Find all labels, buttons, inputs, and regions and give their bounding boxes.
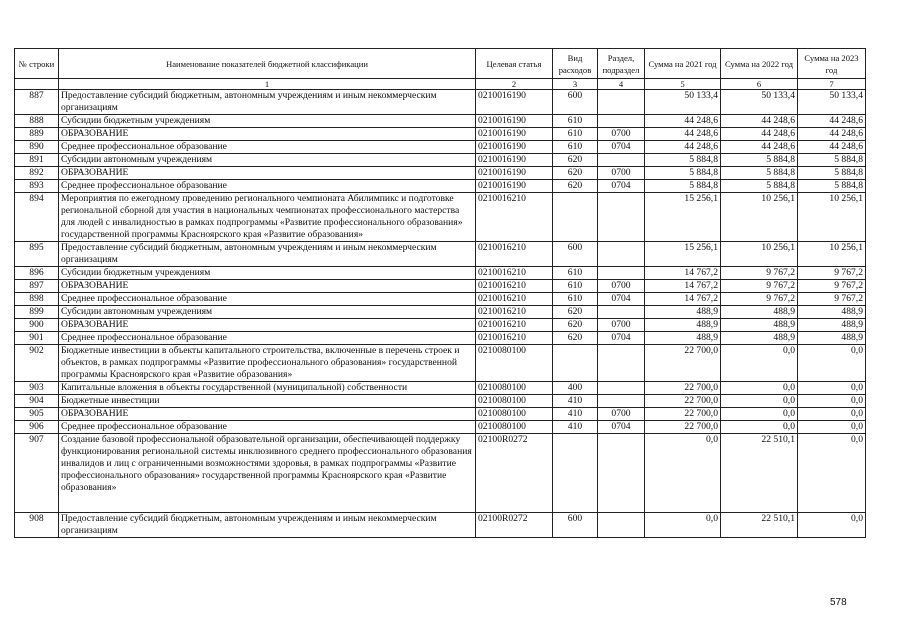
target-article: 0210080100 [476, 421, 553, 434]
amount-2021: 22 700,0 [645, 421, 721, 434]
amount-2022: 9 767,2 [721, 267, 798, 280]
row-number: 893 [15, 180, 59, 193]
amount-2023: 5 884,8 [798, 154, 866, 167]
amount-2021: 50 133,4 [645, 90, 721, 115]
target-article: 0210016190 [476, 115, 553, 128]
amount-2023: 0,0 [798, 434, 866, 513]
amount-2022: 22 510,1 [721, 434, 798, 513]
section-subsection [598, 382, 645, 395]
target-article: 0210016210 [476, 193, 553, 242]
section-subsection [598, 115, 645, 128]
section-subsection: 0700 [598, 319, 645, 332]
section-subsection: 0700 [598, 408, 645, 421]
indicator-name: ОБРАЗОВАНИЕ [59, 167, 476, 180]
row-number: 902 [15, 345, 59, 382]
amount-2023: 50 133,4 [798, 90, 866, 115]
table-row [15, 90, 866, 115]
amount-2021: 44 248,6 [645, 141, 721, 154]
column-number: 1 [59, 79, 476, 90]
amount-2021: 14 767,2 [645, 280, 721, 293]
row-number: 888 [15, 115, 59, 128]
amount-2021: 22 700,0 [645, 408, 721, 421]
header-code: Целевая статья [476, 49, 553, 79]
target-article: 0210080100 [476, 382, 553, 395]
row-number: 887 [15, 90, 59, 115]
expense-type: 610 [553, 141, 598, 154]
section-subsection: 0700 [598, 167, 645, 180]
amount-2022: 0,0 [721, 408, 798, 421]
indicator-name: Среднее профессиональное образование [59, 141, 476, 154]
column-number: 2 [476, 79, 553, 90]
section-subsection [598, 154, 645, 167]
indicator-name: Капитальные вложения в объекты государственной (муниципальной) собственности [59, 382, 476, 395]
page-number: 578 [830, 597, 847, 608]
row-number: 899 [15, 306, 59, 319]
amount-2022: 0,0 [721, 382, 798, 395]
amount-2021: 5 884,8 [645, 167, 721, 180]
amount-2022: 44 248,6 [721, 128, 798, 141]
table-row [15, 345, 866, 382]
indicator-name: Создание базовой профессиональной образовательной организации, обеспечивающей поддержку функционирования региональной системы инклюзивного среднего профессионального образования инвалидов и лиц с ограниченными возможностями здоровья, в рамках подпрограммы «Развитие профессионального образования» государственной программы Красноярского края «Развитие образования» [59, 434, 476, 513]
row-number: 906 [15, 421, 59, 434]
expense-type [553, 193, 598, 242]
amount-2021: 44 248,6 [645, 115, 721, 128]
row-number: 890 [15, 141, 59, 154]
indicator-name: Субсидии автономным учреждениям [59, 306, 476, 319]
row-number: 904 [15, 395, 59, 408]
expense-type: 610 [553, 115, 598, 128]
amount-2023: 10 256,1 [798, 193, 866, 242]
header-sec: Раздел, подраздел [598, 49, 645, 79]
amount-2023: 9 767,2 [798, 293, 866, 306]
row-number: 900 [15, 319, 59, 332]
table-row [15, 115, 866, 128]
amount-2022: 0,0 [721, 345, 798, 382]
amount-2023: 10 256,1 [798, 242, 866, 267]
target-article: 0210016190 [476, 180, 553, 193]
expense-type: 620 [553, 332, 598, 345]
table-row [15, 267, 866, 280]
table-row [15, 382, 866, 395]
amount-2023: 44 248,6 [798, 141, 866, 154]
target-article: 0210016210 [476, 267, 553, 280]
expense-type: 610 [553, 293, 598, 306]
row-number: 894 [15, 193, 59, 242]
amount-2022: 5 884,8 [721, 167, 798, 180]
target-article: 0210080100 [476, 395, 553, 408]
table-row [15, 306, 866, 319]
indicator-name: ОБРАЗОВАНИЕ [59, 408, 476, 421]
budget-table [14, 48, 866, 538]
expense-type: 410 [553, 421, 598, 434]
table-row [15, 434, 866, 513]
row-number: 907 [15, 434, 59, 513]
section-subsection: 0704 [598, 421, 645, 434]
section-subsection: 0704 [598, 293, 645, 306]
expense-type: 400 [553, 382, 598, 395]
target-article: 0210016190 [476, 141, 553, 154]
target-article: 0210016210 [476, 306, 553, 319]
target-article: 0210080100 [476, 408, 553, 421]
indicator-name: ОБРАЗОВАНИЕ [59, 128, 476, 141]
row-number: 905 [15, 408, 59, 421]
section-subsection [598, 90, 645, 115]
target-article: 0210080100 [476, 345, 553, 382]
target-article: 0210016210 [476, 280, 553, 293]
table-row [15, 141, 866, 154]
amount-2022: 44 248,6 [721, 115, 798, 128]
section-subsection: 0700 [598, 128, 645, 141]
indicator-name: Субсидии бюджетным учреждениям [59, 115, 476, 128]
table-row [15, 421, 866, 434]
section-subsection [598, 242, 645, 267]
table-row [15, 319, 866, 332]
header-row [15, 49, 866, 79]
amount-2023: 488,9 [798, 332, 866, 345]
target-article: 0210016210 [476, 319, 553, 332]
indicator-name: ОБРАЗОВАНИЕ [59, 280, 476, 293]
amount-2021: 22 700,0 [645, 345, 721, 382]
expense-type: 620 [553, 306, 598, 319]
amount-2023: 44 248,6 [798, 115, 866, 128]
section-subsection [598, 434, 645, 513]
expense-type: 610 [553, 280, 598, 293]
indicator-name: Субсидии автономным учреждениям [59, 154, 476, 167]
header-num: № строки [15, 49, 59, 79]
amount-2022: 44 248,6 [721, 141, 798, 154]
section-subsection: 0704 [598, 141, 645, 154]
amount-2023: 9 767,2 [798, 280, 866, 293]
header-vr: Вид расходов [553, 49, 598, 79]
section-subsection [598, 395, 645, 408]
amount-2023: 0,0 [798, 513, 866, 538]
expense-type: 610 [553, 128, 598, 141]
header-2022: Сумма на 2022 год [721, 49, 798, 79]
target-article: 0210016190 [476, 90, 553, 115]
header-name: Наименование показателей бюджетной классификации [59, 49, 476, 79]
amount-2022: 0,0 [721, 421, 798, 434]
target-article: 02100R0272 [476, 434, 553, 513]
section-subsection: 0704 [598, 332, 645, 345]
amount-2023: 488,9 [798, 306, 866, 319]
row-number: 889 [15, 128, 59, 141]
column-number-row [15, 79, 866, 90]
table-body [15, 90, 866, 538]
indicator-name: Предоставление субсидий бюджетным, автономным учреждениям и иным некоммерческим организациям [59, 513, 476, 538]
expense-type: 620 [553, 154, 598, 167]
target-article: 0210016210 [476, 293, 553, 306]
section-subsection: 0700 [598, 280, 645, 293]
table-row [15, 154, 866, 167]
amount-2022: 488,9 [721, 319, 798, 332]
indicator-name: Мероприятия по ежегодному проведению регионального чемпионата Абилимпикс и подготовке региональной сборной для участия в национальных чемпионатах профессионального мастерства для людей с инвалидностью в рамках подпрограммы «Развитие профессионального образования» государственной программы Красноярского края «Развитие образования» [59, 193, 476, 242]
expense-type: 600 [553, 242, 598, 267]
row-number: 895 [15, 242, 59, 267]
amount-2022: 9 767,2 [721, 280, 798, 293]
amount-2022: 488,9 [721, 306, 798, 319]
table-row [15, 193, 866, 242]
expense-type [553, 345, 598, 382]
indicator-name: ОБРАЗОВАНИЕ [59, 319, 476, 332]
indicator-name: Предоставление субсидий бюджетным, автономным учреждениям и иным некоммерческим организациям [59, 90, 476, 115]
row-number: 897 [15, 280, 59, 293]
expense-type: 620 [553, 180, 598, 193]
header-2023: Сумма на 2023 год [798, 49, 866, 79]
expense-type: 620 [553, 167, 598, 180]
amount-2022: 5 884,8 [721, 180, 798, 193]
table-row [15, 293, 866, 306]
column-number: 6 [721, 79, 798, 90]
amount-2023: 9 767,2 [798, 267, 866, 280]
section-subsection [598, 267, 645, 280]
amount-2021: 488,9 [645, 306, 721, 319]
target-article: 0210016210 [476, 242, 553, 267]
indicator-name: Среднее профессиональное образование [59, 421, 476, 434]
target-article: 0210016190 [476, 128, 553, 141]
expense-type: 600 [553, 90, 598, 115]
indicator-name: Среднее профессиональное образование [59, 293, 476, 306]
amount-2021: 22 700,0 [645, 395, 721, 408]
expense-type [553, 434, 598, 513]
amount-2021: 15 256,1 [645, 242, 721, 267]
amount-2021: 14 767,2 [645, 293, 721, 306]
target-article: 02100R0272 [476, 513, 553, 538]
target-article: 0210016190 [476, 167, 553, 180]
indicator-name: Предоставление субсидий бюджетным, автономным учреждениям и иным некоммерческим организациям [59, 242, 476, 267]
expense-type: 610 [553, 267, 598, 280]
section-subsection [598, 306, 645, 319]
table-row [15, 280, 866, 293]
indicator-name: Субсидии бюджетным учреждениям [59, 267, 476, 280]
amount-2023: 5 884,8 [798, 180, 866, 193]
table-row [15, 180, 866, 193]
section-subsection [598, 193, 645, 242]
amount-2023: 488,9 [798, 319, 866, 332]
table-row [15, 242, 866, 267]
header-2021: Сумма на 2021 год [645, 49, 721, 79]
indicator-name: Среднее профессиональное образование [59, 332, 476, 345]
indicator-name: Бюджетные инвестиции в объекты капитального строительства, включенные в перечень строек и объектов, в рамках подпрограммы «Развитие профессионального образования» государственной программы Красноярского края «Развитие образования» [59, 345, 476, 382]
column-number [15, 79, 59, 90]
budget-sheet [14, 48, 865, 538]
amount-2023: 0,0 [798, 421, 866, 434]
amount-2022: 9 767,2 [721, 293, 798, 306]
table-row [15, 408, 866, 421]
expense-type: 410 [553, 395, 598, 408]
amount-2022: 22 510,1 [721, 513, 798, 538]
amount-2022: 10 256,1 [721, 242, 798, 267]
amount-2023: 44 248,6 [798, 128, 866, 141]
section-subsection [598, 513, 645, 538]
amount-2021: 15 256,1 [645, 193, 721, 242]
amount-2022: 10 256,1 [721, 193, 798, 242]
column-number: 7 [798, 79, 866, 90]
table-row [15, 332, 866, 345]
amount-2022: 488,9 [721, 332, 798, 345]
table-row [15, 513, 866, 538]
expense-type: 600 [553, 513, 598, 538]
amount-2021: 488,9 [645, 332, 721, 345]
row-number: 908 [15, 513, 59, 538]
row-number: 891 [15, 154, 59, 167]
column-number: 3 [553, 79, 598, 90]
amount-2021: 0,0 [645, 513, 721, 538]
amount-2021: 5 884,8 [645, 154, 721, 167]
amount-2023: 0,0 [798, 382, 866, 395]
amount-2022: 0,0 [721, 395, 798, 408]
row-number: 892 [15, 167, 59, 180]
table-row [15, 128, 866, 141]
indicator-name: Бюджетные инвестиции [59, 395, 476, 408]
table-row [15, 395, 866, 408]
target-article: 0210016210 [476, 332, 553, 345]
amount-2021: 22 700,0 [645, 382, 721, 395]
section-subsection [598, 345, 645, 382]
expense-type: 620 [553, 319, 598, 332]
row-number: 903 [15, 382, 59, 395]
amount-2023: 0,0 [798, 345, 866, 382]
column-number: 4 [598, 79, 645, 90]
amount-2023: 0,0 [798, 408, 866, 421]
amount-2021: 44 248,6 [645, 128, 721, 141]
row-number: 901 [15, 332, 59, 345]
amount-2021: 14 767,2 [645, 267, 721, 280]
amount-2021: 0,0 [645, 434, 721, 513]
indicator-name: Среднее профессиональное образование [59, 180, 476, 193]
amount-2022: 5 884,8 [721, 154, 798, 167]
amount-2021: 488,9 [645, 319, 721, 332]
row-number: 896 [15, 267, 59, 280]
expense-type: 410 [553, 408, 598, 421]
target-article: 0210016190 [476, 154, 553, 167]
amount-2021: 5 884,8 [645, 180, 721, 193]
row-number: 898 [15, 293, 59, 306]
amount-2023: 5 884,8 [798, 167, 866, 180]
section-subsection: 0704 [598, 180, 645, 193]
amount-2022: 50 133,4 [721, 90, 798, 115]
table-row [15, 167, 866, 180]
column-number: 5 [645, 79, 721, 90]
amount-2023: 0,0 [798, 395, 866, 408]
